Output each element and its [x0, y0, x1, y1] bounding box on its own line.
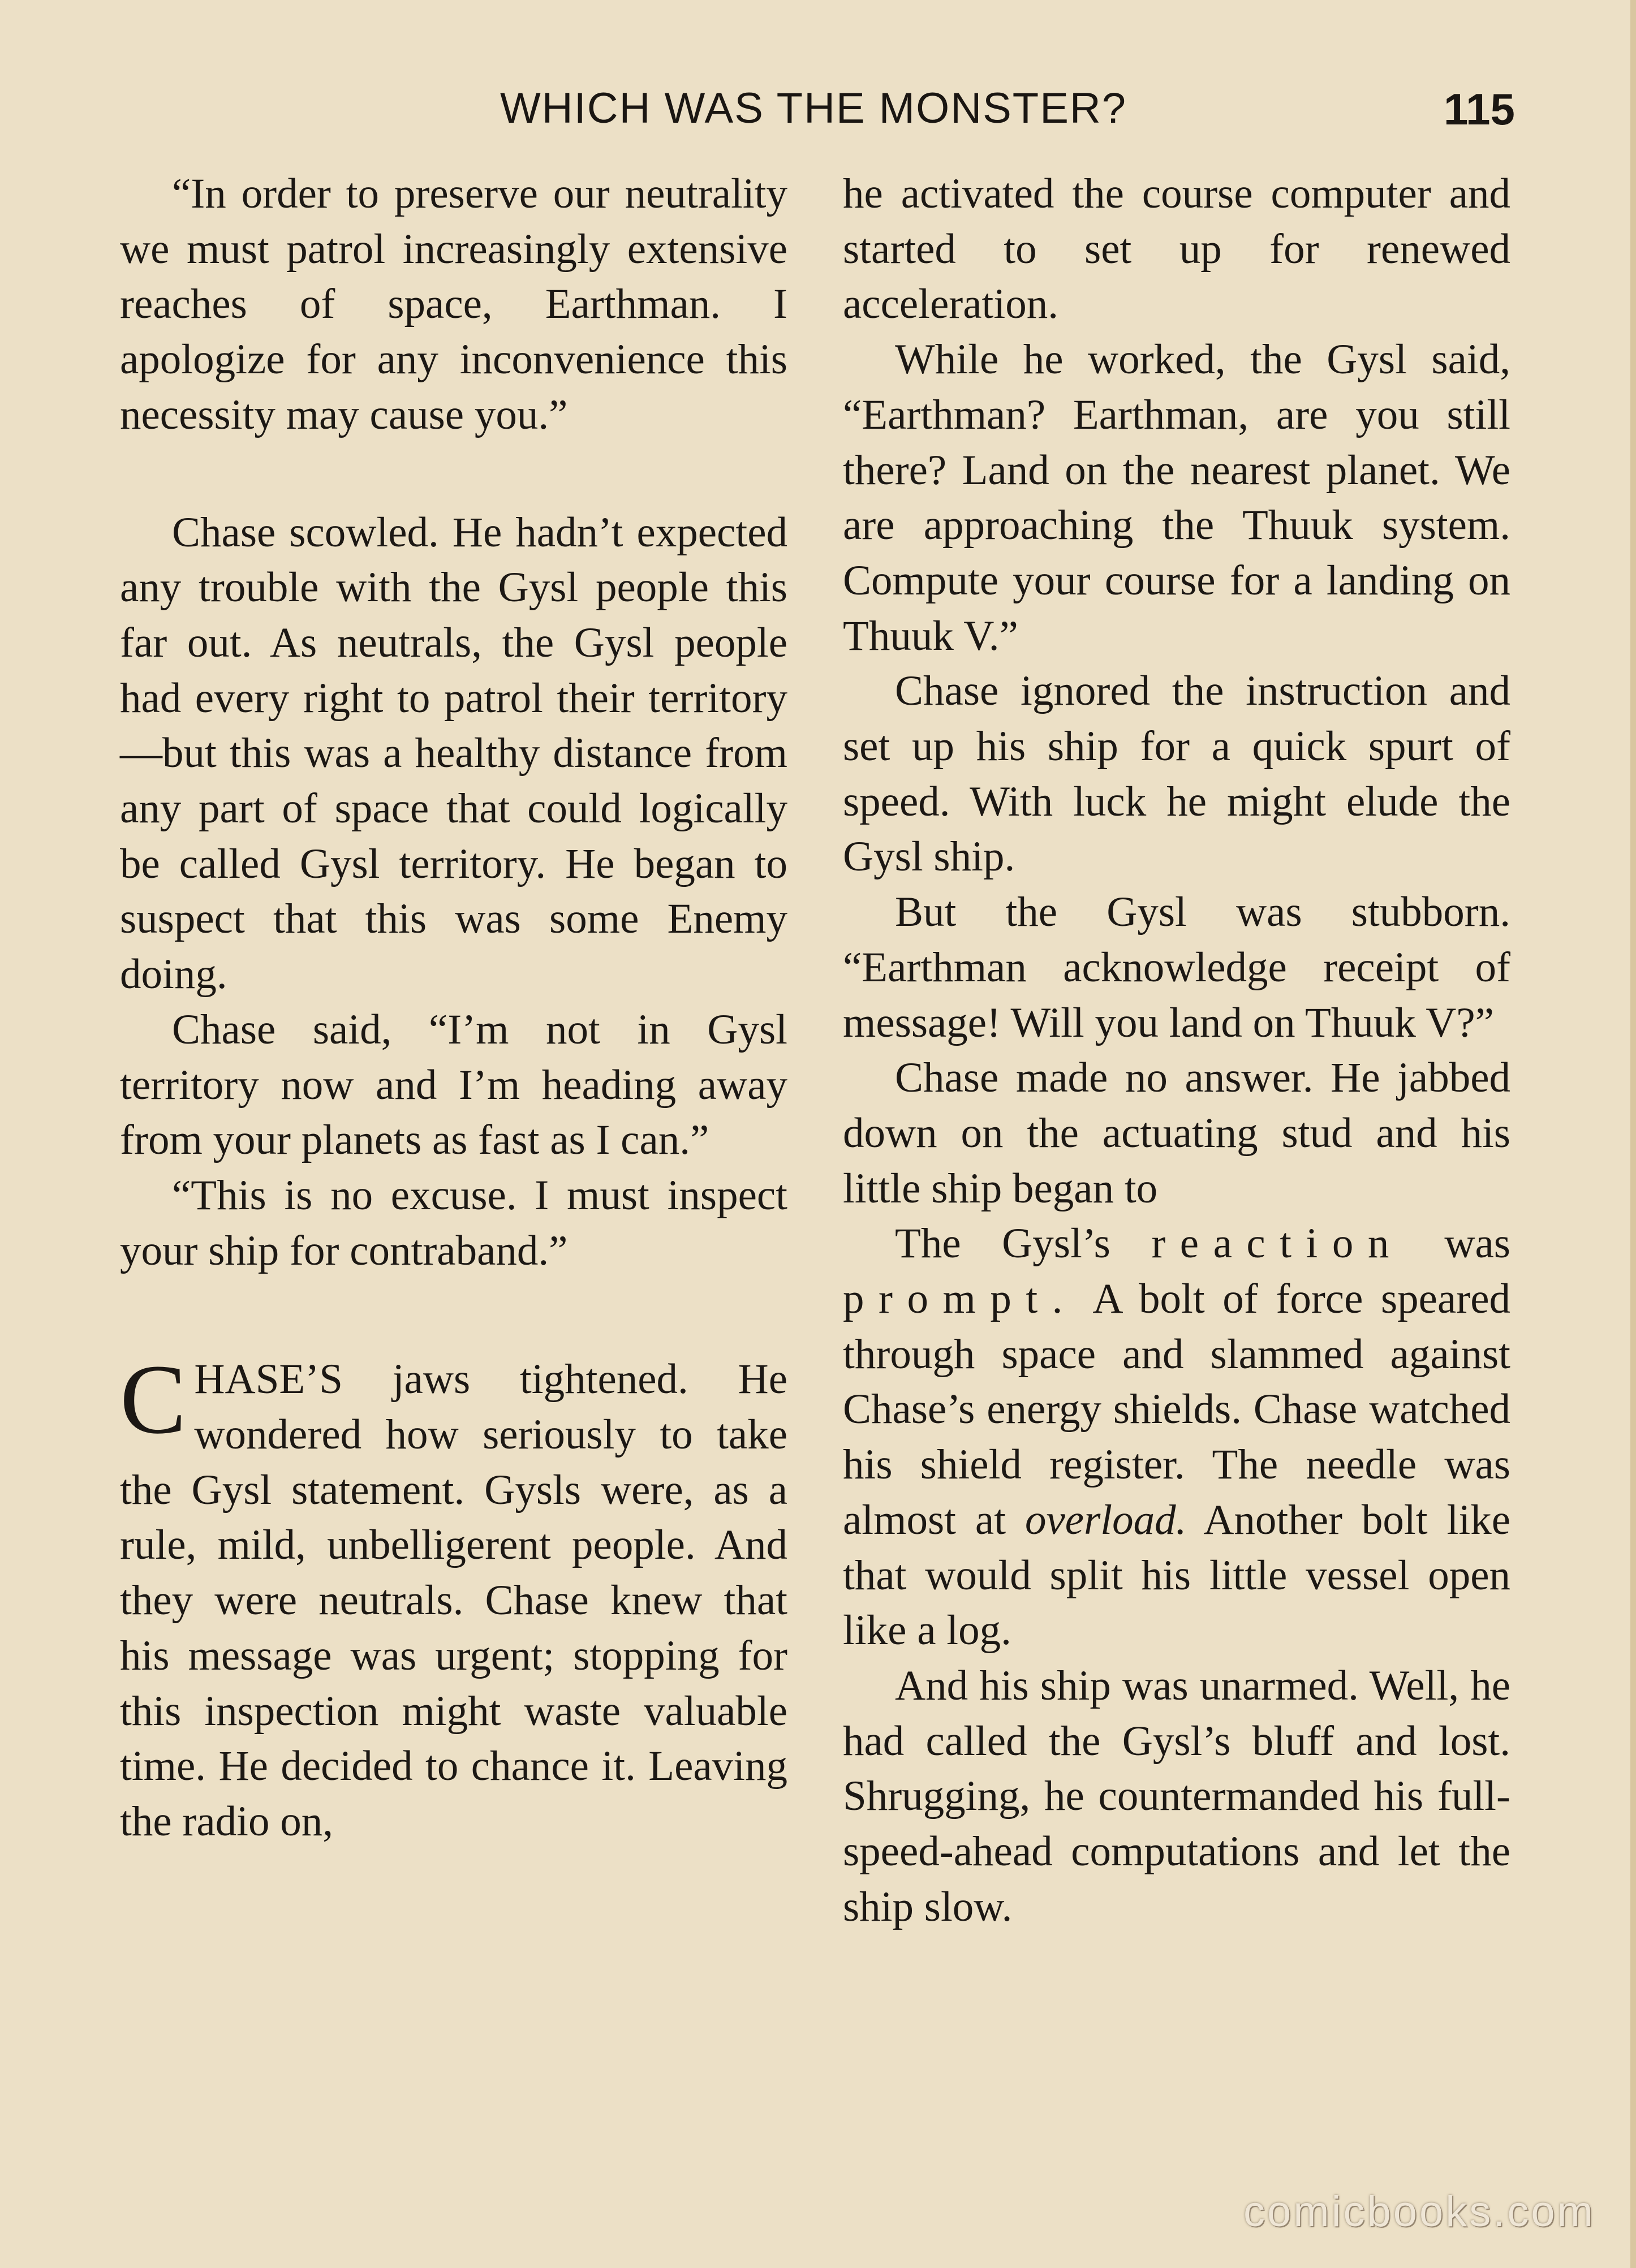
watermark: comicbooks.com: [1243, 2188, 1595, 2236]
paragraph: he activated the course computer and started to set up for renewed acceleration.: [843, 170, 1510, 328]
text-run: A bolt of force speared through space and slammed against Chase’s energy shields. Chase watched his shield register. The needle was almost at: [843, 1275, 1510, 1543]
paragraph: Chase ignored the instruction and set up his ship for a quick spurt of speed. With luck he might elude the Gysl ship.: [843, 667, 1510, 881]
paragraph: Chase scowled. He hadn’t expected any trouble with the Gysl people this far out. As neutrals, the Gysl people had every right to patrol their territory—but this was a healthy distance from any part of space that could logically be called Gysl territory. He began to suspect that this was some Enemy doing.: [120, 508, 787, 998]
paragraph: But the Gysl was stubborn. “Earthman acknowledge receipt of message! Will you land on Thuuk V?”: [843, 889, 1510, 1046]
paragraph: “In order to preserve our neutrality we must patrol increasingly extensive reaches of space, Earthman. I apologize for any inconvenience this necessity may cause you.”: [120, 170, 787, 438]
spaced-text: reaction: [1151, 1220, 1403, 1267]
page-number: 115: [1444, 84, 1515, 134]
spaced-text: prompt.: [843, 1275, 1077, 1323]
drop-cap: C: [120, 1344, 187, 1455]
running-title: WHICH WAS THE MONSTER?: [500, 84, 1127, 132]
paragraph-text: HASE’S jaws tightened. He wondered how seriously to take the Gysl statement. Gysls were, as a rule, mild, unbelligerent people. And they were neutrals. Chase knew that his message was urgent; stopping for this inspection might waste valuable time. He decided to chance it. Leaving the radio on,: [120, 1356, 787, 1845]
paragraph: Chase made no answer. He jabbed down on the actuating stud and his little ship began to: [843, 1054, 1510, 1212]
paragraph: [843, 1216, 1510, 1658]
paragraph: Chase said, “I’m not in Gysl territory now and I’m heading away from your planets as fast as I can.”: [120, 1006, 787, 1164]
left-column: [120, 166, 787, 1849]
text-run: The Gysl’s: [895, 1220, 1110, 1267]
paragraph: “This is no excuse. I must inspect your ship for contraband.”: [120, 1171, 787, 1274]
italic-text: overload.: [1025, 1496, 1187, 1543]
right-column: [843, 166, 1510, 1935]
text-run: Another bolt like that would split his little vessel open like a log.: [843, 1496, 1510, 1654]
paragraph: And his ship was unarmed. Well, he had called the Gysl’s bluff and lost. Shrugging, he countermanded his full-speed-ahead computations and let the ship slow.: [843, 1662, 1510, 1930]
paragraph-with-dropcap: [120, 1344, 787, 1849]
text-run: was: [1444, 1220, 1510, 1267]
paragraph: While he worked, the Gysl said, “Earthman? Earthman, are you still there? Land on the nearest planet. We are approaching the Thuuk system. Compute your course for a landing on Thuuk V.”: [843, 336, 1510, 659]
